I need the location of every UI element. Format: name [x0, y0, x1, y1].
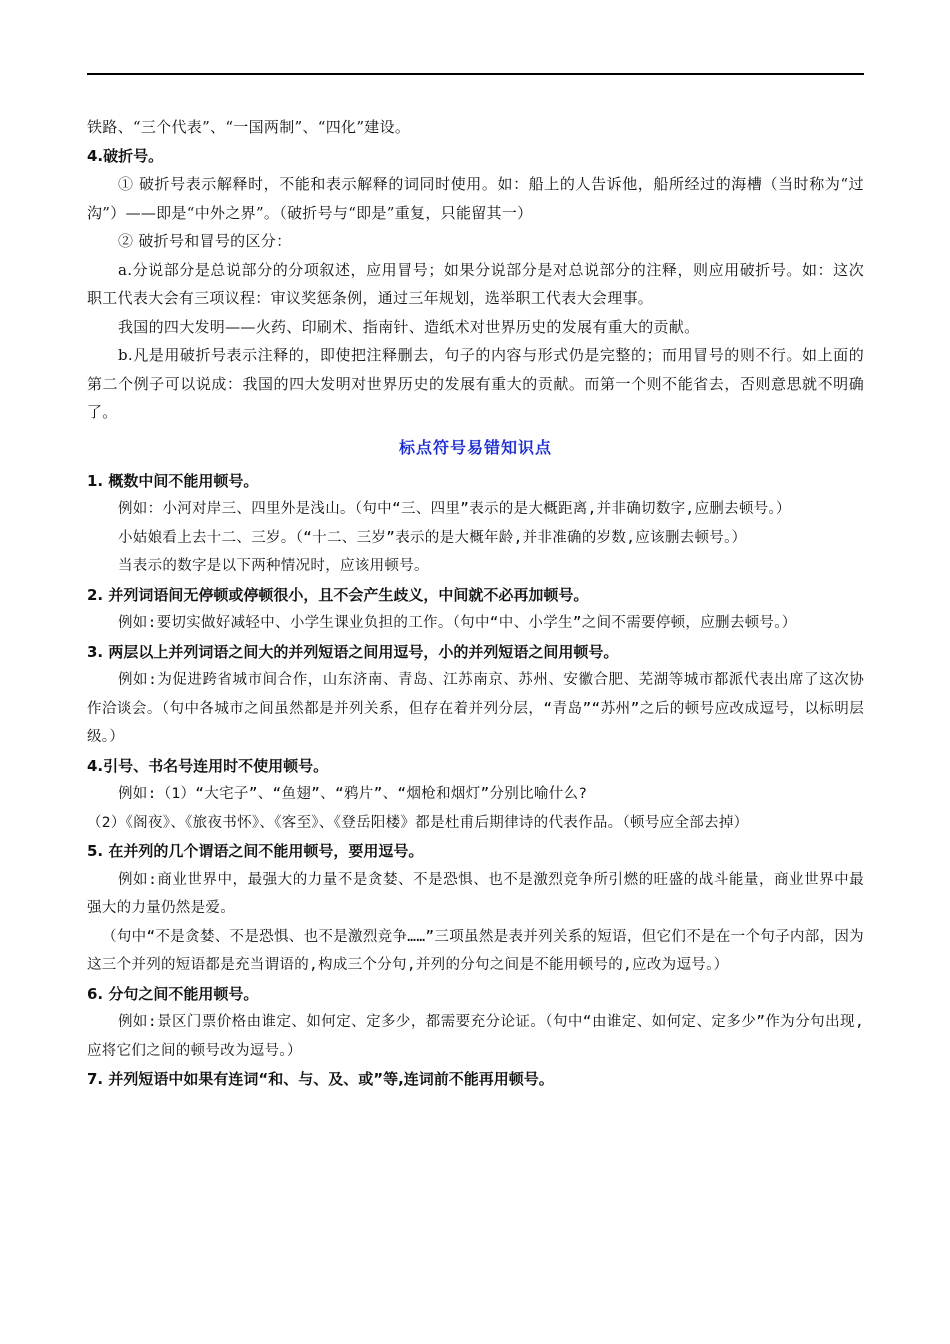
example: 例如:（1）“大宅子”、“鱼翅”、“鸦片”、“烟枪和烟灯”分别比喻什么?: [118, 786, 588, 802]
example: 例如：小河对岸三、四里外是浅山。（句中“三、四里”表示的是大概距离,并非确切数字,应删去顿号。）: [118, 501, 791, 517]
header-rule: [87, 73, 864, 75]
rule-heading-2: 2. 并列词语间无停顿或停顿很小，且不会产生歧义，中间就不必再加顿号。: [87, 585, 589, 604]
paragraph: ① 破折号表示解释时，不能和表示解释的词同时使用。如：船上的人告诉他，船所经过的海槽（当时称为“过沟”）——即是“中外之界”。（破折号与“即是”重复，只能留其一）: [87, 175, 864, 222]
example: 例如:商业世界中，最强大的力量不是贪婪、不是恐惧、也不是激烈竞争所引燃的旺盛的战斗能量，商业世界中最强大的力量仍然是爱。: [87, 871, 864, 916]
rule-heading-1: 1. 概数中间不能用顿号。: [87, 471, 259, 490]
section-title: 标点符号易错知识点: [398, 437, 552, 457]
example: （2）《阁夜》、《旅夜书怀》、《客至》、《登岳阳楼》都是杜甫后期律诗的代表作品。（顿号应全部去掉）: [87, 814, 749, 831]
rule-heading-7: 7. 并列短语中如果有连词“和、与、及、或”等,连词前不能再用顿号。: [87, 1070, 554, 1088]
paragraph: a.分说部分是总说部分的分项叙述，应用冒号；如果分说部分是对总说部分的注释，则应用破折号。如：这次职工代表大会有三项议程：审议奖惩条例，通过三年规划，选举职工代表大会理事。: [87, 260, 864, 307]
rule-heading-4: 4.引号、书名号连用时不使用顿号。: [87, 756, 329, 775]
rule-heading-3: 3. 两层以上并列词语之间大的并列短语之间用逗号，小的并列短语之间用顿号。: [87, 642, 619, 661]
document-body: [87, 113, 864, 1094]
paragraph: ② 破折号和冒号的区分：: [118, 232, 292, 250]
paragraph: b.凡是用破折号表示注释的，即使把注释删去，句子的内容与形式仍是完整的；而用冒号的则不行。如上面的第二个例子可以说成：我国的四大发明对世界历史的发展有重大的贡献。而第一个则不能省去，否则意思就不明确了。: [87, 346, 864, 421]
example: 当表示的数字是以下两种情况时，应该用顿号。: [118, 558, 429, 574]
rule-heading-5: 5. 在并列的几个谓语之间不能用顿号，要用逗号。: [87, 842, 424, 860]
paragraph: 我国的四大发明——火药、印刷术、指南针、造纸术对世界历史的发展有重大的贡献。: [118, 317, 700, 336]
heading-dash: 4.破折号。: [87, 146, 164, 165]
example: 例如:景区门票价格由谁定、如何定、定多少，都需要充分论证。（句中“由谁定、如何定、定多少”作为分句出现,应将它们之间的顿号改为逗号。）: [87, 1014, 864, 1059]
example: 例如:为促进跨省城市间合作，山东济南、青岛、江苏南京、苏州、安徽合肥、芜湖等城市都派代表出席了这次协作洽谈会。（句中各城市之间虽然都是并列关系，但存在着并列分层，“青岛”“苏州”之后的顿号应改成逗号，以标明层级。）: [87, 672, 864, 745]
example: 小姑娘看上去十二、三岁。（“十二、三岁”表示的是大概年龄,并非准确的岁数,应该删去顿号。）: [118, 529, 747, 546]
example: 例如:要切实做好减轻中、小学生课业负担的工作。（句中“中、小学生”之间不需要停顿，应删去顿号。）: [118, 615, 797, 631]
example: （句中“不是贪婪、不是恐惧、也不是激烈竞争……”三项虽然是表并列关系的短语，但它们不是在一个句子内部，因为这三个并列的短语都是充当谓语的,构成三个分句,并列的分句之间是不能用顿号的,应改为逗号。）: [87, 928, 864, 973]
continued-text: 铁路、“三个代表”、“一国两制”、“四化”建设。: [87, 118, 411, 136]
rule-heading-6: 6. 分句之间不能用顿号。: [87, 984, 259, 1003]
